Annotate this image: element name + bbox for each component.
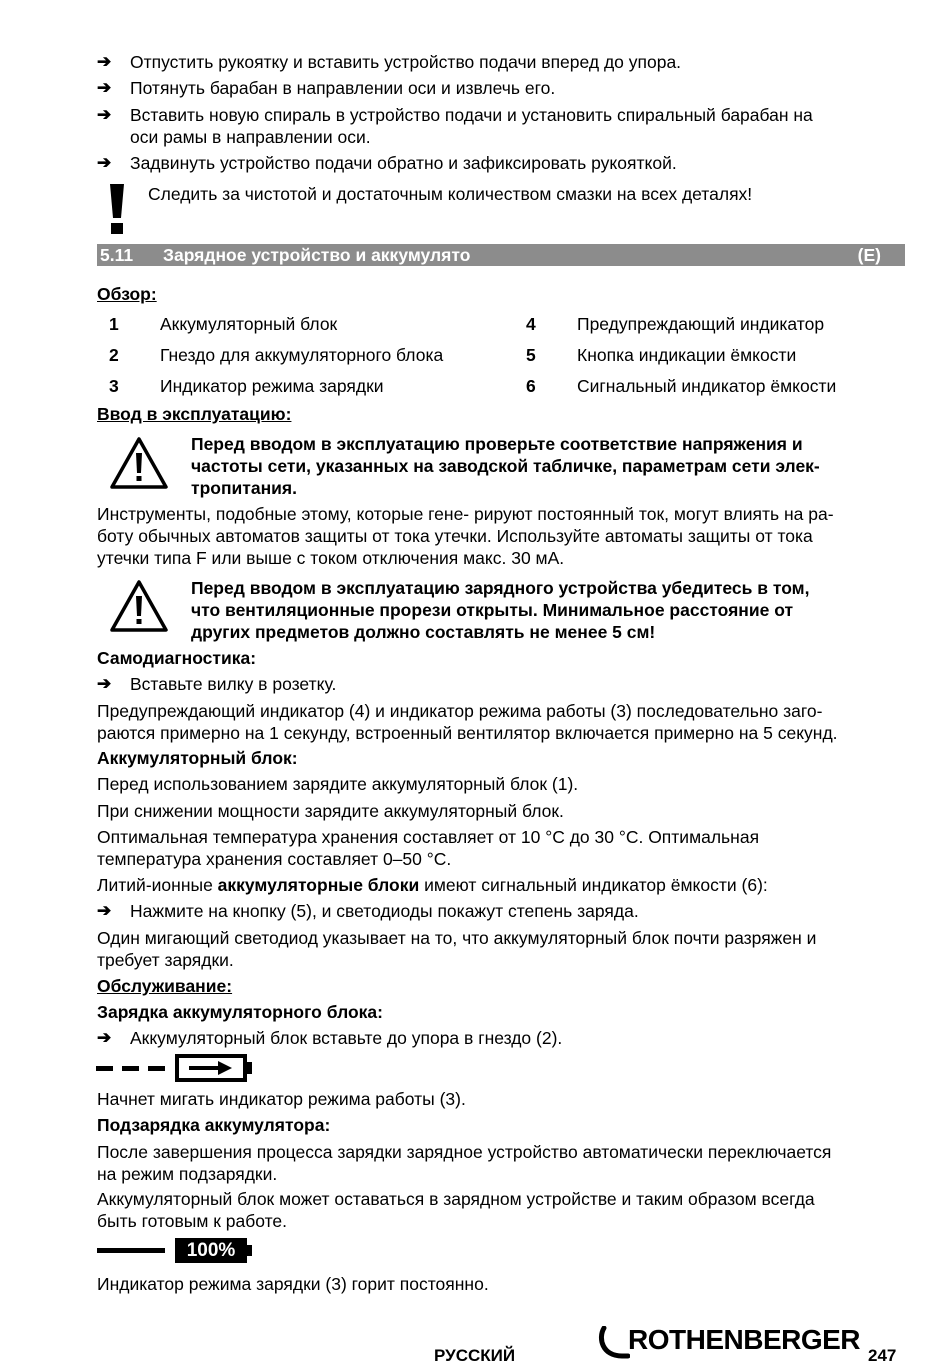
overview-label: Сигнальный индикатор ёмкости bbox=[577, 376, 837, 396]
trickle-p2-line: быть готовым к работе. bbox=[97, 1211, 288, 1231]
battery-p2: При снижении мощности зарядите аккумуляторный блок. bbox=[97, 801, 564, 821]
battery-p4-bold: аккумуляторные блоки bbox=[217, 875, 420, 895]
battery-heading: Аккумуляторный блок: bbox=[97, 748, 298, 768]
step-text: Отпустить рукоятку и вставить устройство подачи вперед до упора. bbox=[130, 52, 682, 72]
overview-num: 1 bbox=[109, 314, 119, 334]
trickle-p2-line: Аккумуляторный блок может оставаться в зарядном устройстве и таким образом всегда bbox=[97, 1189, 815, 1209]
footer-language: РУССКИЙ bbox=[434, 1346, 516, 1365]
arrow-right-icon: ➔ bbox=[97, 1028, 112, 1047]
battery-p5-line: Один мигающий светодиод указывает на то, что аккумуляторный блок почти разряжен и bbox=[97, 928, 817, 948]
battery-p1: Перед использованием зарядите аккумуляторный блок (1). bbox=[97, 774, 579, 794]
warning-voltage-line: тропитания. bbox=[191, 478, 297, 498]
warning-vents-line: других предметов должно составлять не менее 5 см! bbox=[191, 622, 656, 642]
section-header bbox=[97, 244, 905, 266]
selfdiag-text-line: Предупреждающий индикатор (4) и индикатор режима работы (3) последовательно заго- bbox=[97, 701, 823, 721]
arrow-right-icon: ➔ bbox=[97, 105, 112, 124]
battery-p4-post: имеют сигнальный индикатор ёмкости (6): bbox=[419, 875, 768, 895]
step-text-cont: оси рамы в направлении оси. bbox=[130, 127, 371, 147]
service-heading: Обслуживание: bbox=[97, 976, 233, 996]
step-text: Нажмите на кнопку (5), и светодиоды покажут степень заряда. bbox=[130, 901, 639, 921]
exclamation-icon bbox=[106, 182, 128, 236]
overview-heading: Обзор: bbox=[97, 284, 157, 304]
rothenberger-logo-icon bbox=[598, 1326, 630, 1360]
overview-num: 2 bbox=[109, 345, 119, 365]
step-text: Вставьте вилку в розетку. bbox=[130, 674, 337, 694]
battery-terminal bbox=[247, 1245, 252, 1256]
selfdiag-heading: Самодиагностика: bbox=[97, 648, 257, 668]
rcd-paragraph-line: Инструменты, подобные этому, которые гене- рируют постоянный ток, могут влиять на ра- bbox=[97, 504, 834, 524]
section-code: (E) bbox=[857, 245, 881, 265]
warning-triangle-icon bbox=[108, 578, 170, 634]
overview-num: 5 bbox=[526, 345, 536, 365]
arrow-right-icon: ➔ bbox=[97, 153, 112, 172]
overview-num: 6 bbox=[526, 376, 536, 396]
battery-full-label: 100% bbox=[186, 1240, 236, 1261]
arrow-right-icon: ➔ bbox=[97, 78, 112, 97]
trickle-result: Индикатор режима зарядки (3) горит постоянно. bbox=[97, 1274, 489, 1294]
step-text: Аккумуляторный блок вставьте до упора в гнездо (2). bbox=[130, 1028, 563, 1048]
charging-result: Начнет мигать индикатор режима работы (3). bbox=[97, 1089, 466, 1109]
overview-label: Кнопка индикации ёмкости bbox=[577, 345, 797, 365]
warning-vents-line: Перед вводом в эксплуатацию зарядного устройства убедитесь в том, bbox=[191, 578, 810, 598]
trickle-heading: Подзарядка аккумулятора: bbox=[97, 1115, 331, 1135]
page-number: 247 bbox=[868, 1346, 897, 1365]
overview-label: Предупреждающий индикатор bbox=[577, 314, 825, 334]
arrow-right-icon: ➔ bbox=[97, 52, 112, 71]
warning-voltage-line: Перед вводом в эксплуатацию проверьте соответствие напряжения и bbox=[191, 434, 803, 454]
overview-label: Индикатор режима зарядки bbox=[160, 376, 384, 396]
commissioning-heading: Ввод в эксплуатацию: bbox=[97, 404, 292, 424]
section-title: Зарядное устройство и аккумулято bbox=[163, 245, 471, 265]
note-clean: Следить за чистотой и достаточным количеством смазки на всех деталях! bbox=[148, 184, 753, 204]
rcd-paragraph-line: боту обычных автоматов защиты от тока утечки. Используйте автоматы защиты от тока bbox=[97, 526, 813, 546]
brand-logo: ROTHENBERGER bbox=[628, 1324, 861, 1355]
charge-full-bar bbox=[97, 1248, 165, 1253]
arrow-right-icon: ➔ bbox=[97, 901, 112, 920]
warning-triangle-icon bbox=[108, 435, 170, 491]
trickle-p1-line: на режим подзарядки. bbox=[97, 1164, 278, 1184]
warning-voltage-line: частоты сети, указанных на заводской табличке, параметрам сети элек- bbox=[191, 456, 820, 476]
step-text: Вставить новую спираль в устройство подачи и установить спиральный барабан на bbox=[130, 105, 813, 125]
arrow-right-icon: ➔ bbox=[97, 674, 112, 693]
battery-p4 bbox=[97, 874, 768, 896]
battery-p4-pre: Литий-ионные bbox=[97, 875, 218, 895]
selfdiag-text-line: раются примерно на 1 секунду, встроенный вентилятор включается примерно на 5 секунд. bbox=[97, 723, 838, 743]
battery-full-icon bbox=[175, 1238, 247, 1263]
rcd-paragraph-line: утечки типа F или выше с током отключения макс. 30 мА. bbox=[97, 548, 565, 568]
charging-heading: Зарядка аккумуляторного блока: bbox=[97, 1002, 383, 1022]
warning-vents-line: что вентиляционные прорези открыты. Минимальное расстояние от bbox=[191, 600, 794, 620]
overview-num: 4 bbox=[526, 314, 536, 334]
battery-p5-line: требует зарядки. bbox=[97, 950, 234, 970]
overview-label: Аккумуляторный блок bbox=[160, 314, 338, 334]
section-number: 5.11 bbox=[100, 245, 134, 265]
step-text: Потянуть барабан в направлении оси и извлечь его. bbox=[130, 78, 556, 98]
battery-p3-line: температура хранения составляет 0–50 °С. bbox=[97, 849, 452, 869]
trickle-p1-line: После завершения процесса зарядки зарядное устройство автоматически переключается bbox=[97, 1142, 832, 1162]
step-text: Задвинуть устройство подачи обратно и зафиксировать рукояткой. bbox=[130, 153, 677, 173]
overview-label: Гнездо для аккумуляторного блока bbox=[160, 345, 444, 365]
battery-p3-line: Оптимальная температура хранения составляет от 10 °С до 30 °С. Оптимальная bbox=[97, 827, 760, 847]
overview-num: 3 bbox=[109, 376, 119, 396]
charging-blink-icon bbox=[96, 1052, 256, 1084]
